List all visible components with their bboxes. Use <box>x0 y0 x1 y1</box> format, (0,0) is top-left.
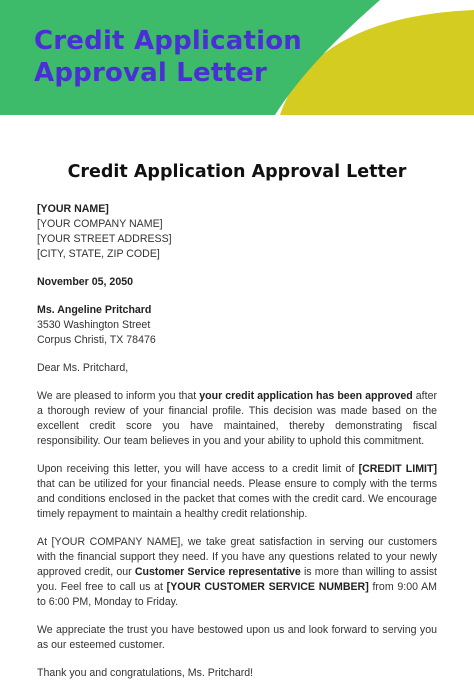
sender-name: [YOUR NAME] <box>37 203 109 215</box>
sender-city: [CITY, STATE, ZIP CODE] <box>37 248 160 260</box>
paragraph-credit-limit <box>37 462 437 522</box>
banner-title-line-2: Approval Letter <box>34 58 268 88</box>
closing-line: Thank you and congratulations, Ms. Pritchard! <box>37 667 254 679</box>
banner-title-line-1: Credit Application <box>34 26 302 56</box>
paragraph-approval-text-a: We are pleased to inform you that <box>37 390 200 402</box>
customer-service-label: Customer Service representative <box>134 566 301 578</box>
salutation: Dear Ms. Pritchard, <box>37 362 129 374</box>
letter-title: Credit Application Approval Letter <box>67 162 407 182</box>
customer-service-number: [YOUR CUSTOMER SERVICE NUMBER] <box>166 581 369 593</box>
banner-title <box>34 25 302 89</box>
paragraph-credit-limit-text-a: Upon receiving this letter, you will have access to a credit limit of <box>37 463 359 475</box>
letter-date-block <box>37 275 437 290</box>
sender-street: [YOUR STREET ADDRESS] <box>37 233 172 245</box>
paragraph-approval-bold: your credit application has been approved <box>199 390 413 402</box>
paragraph-credit-limit-text-c: that can be utilized for your financial needs. Please ensure to comply with the terms and conditions enclosed in the packet that comes with the credit card. We encourage timely repayment to maintain a healthy credit relationship. <box>37 478 437 520</box>
paragraph-approval-text-c: after a thorough review of your financial profile. This decision was made based on the excellent credit score you have maintained, thereby demonstrating fiscal responsibility. Our team believes in you and your ability to uphold this commitment. <box>37 390 437 447</box>
header-banner <box>0 0 474 115</box>
recipient-address <box>37 303 437 348</box>
paragraph-service-text-c: is more than willing to assist you. Feel free to call us at <box>37 566 437 593</box>
paragraph-appreciation: We appreciate the trust you have bestowed upon us and look forward to serving you as our esteemed customer. <box>37 624 437 651</box>
recipient-street: 3530 Washington Street <box>37 319 151 331</box>
paragraph-service-text-a: At [YOUR COMPANY NAME], we take great satisfaction in serving our customers with the financial support they need. If you have any questions related to your newly approved credit, our <box>37 536 437 578</box>
paragraph-service-text-e: from 9:00 AM to 6:00 PM, Monday to Friday. <box>37 581 437 608</box>
recipient-city: Corpus Christi, TX 78476 <box>37 334 156 346</box>
recipient-name: Ms. Angeline Pritchard <box>37 304 152 316</box>
letter-body <box>37 160 437 694</box>
sender-company: [YOUR COMPANY NAME] <box>37 218 163 230</box>
letter-date: November 05, 2050 <box>37 276 133 288</box>
paragraph-approval <box>37 389 437 449</box>
credit-limit-placeholder: [CREDIT LIMIT] <box>358 463 437 475</box>
paragraph-customer-service <box>37 535 437 610</box>
sender-address <box>37 202 437 262</box>
